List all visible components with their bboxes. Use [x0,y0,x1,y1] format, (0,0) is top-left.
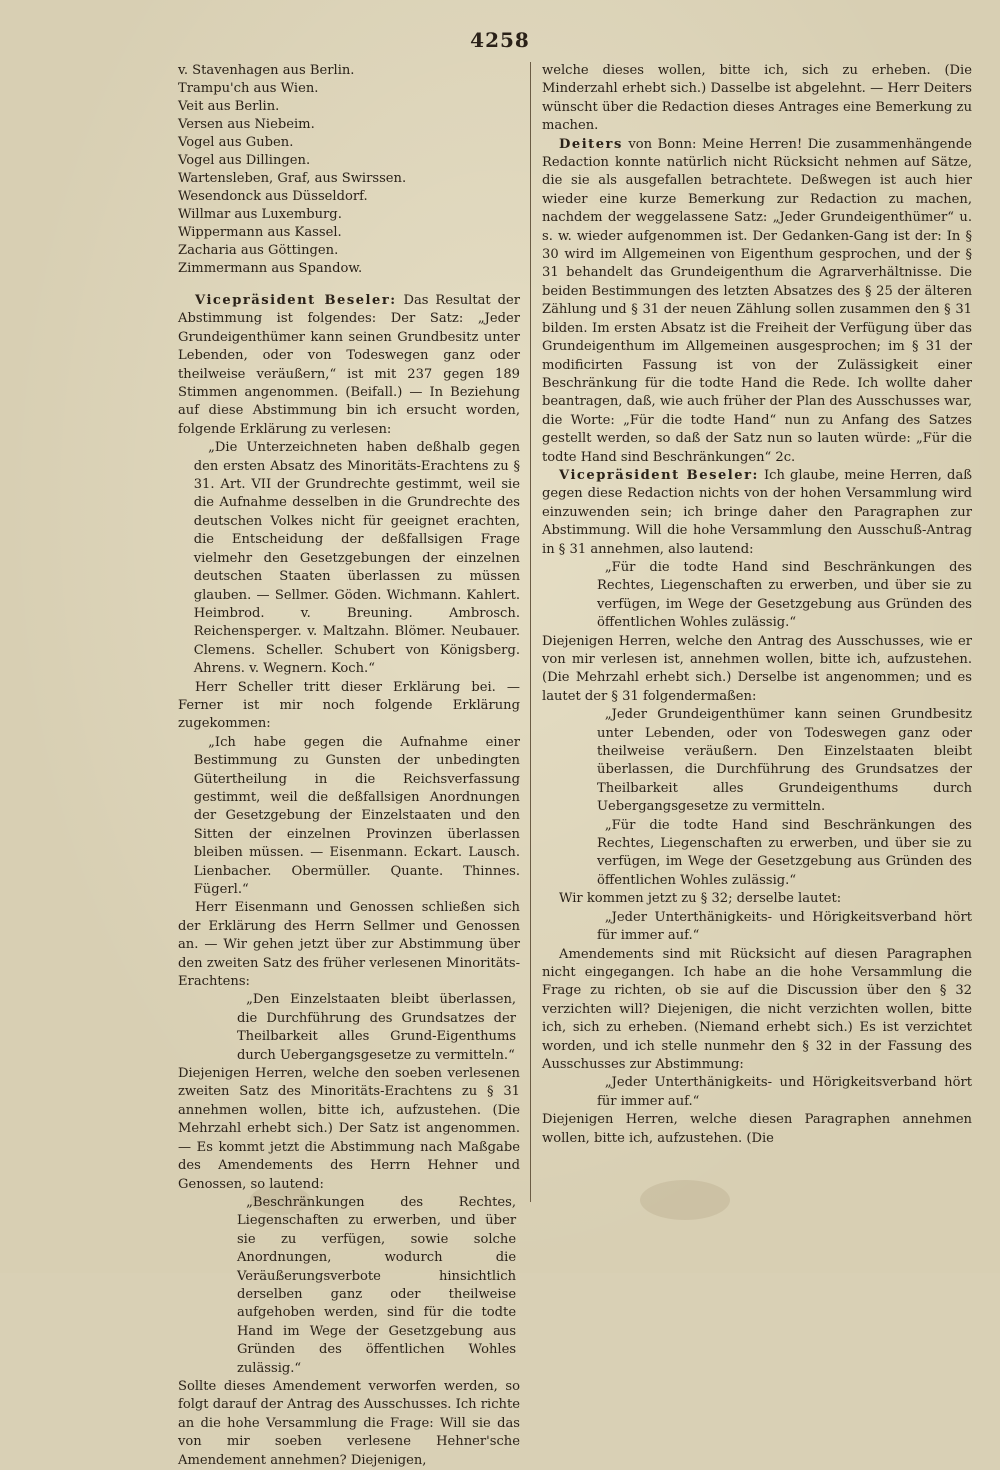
vote-name-list [178,62,520,278]
speaker-name: Vicepräsident Beseler: [195,293,397,308]
paragraph: Diejenigen Herren, welche den soeben verlesenen zweiten Satz des Minoritäts-Erachtens zu § 31 annehmen wollen, bitte ich, aufzustehen. (Die Mehrzahl erhebt sich.) Der Satz ist angenommen. — Es kommt jetzt die Abstimmung nach Maßgabe des Amendements des Herrn Hehner und Genossen, so lautend: [178,1066,520,1192]
list-item: Willmar aus Luxemburg. [178,207,342,222]
paragraph-vote-result [178,292,520,439]
list-item: Zimmermann aus Spandow. [178,261,363,276]
quoted-clause: „Jeder Grundeigenthümer kann seinen Grundbesitz unter Lebenden, oder von Todeswegen ganz oder theilweise veräußern. Den Einzelstaaten bleibt überlassen, die Durchführung des Grundsatzes der Theilbarkeit alles Grundeigenthums durch Uebergangsgesetze zu vermitteln. [597,707,972,815]
paragraph: Herr Eisenmann und Genossen schließen sich der Erklärung des Herrn Sellmer und Genossen an. — Wir gehen jetzt über zur Abstimmung über den zweiten Satz des früher verlesenen Minoritäts-Erachtens: [178,900,520,990]
paragraph: Diejenigen Herren, welche diesen Paragraphen annehmen wollen, bitte ich, aufzustehen. (Die [542,1112,972,1146]
list-item: Wartensleben, Graf, aus Swirssen. [178,171,407,186]
quoted-clause: „Für die todte Hand sind Beschränkungen des Rechtes, Liegenschaften zu erwerben, und über sie zu verfügen, im Wege der Gesetzgebung aus Gründen des öffentlichen Wohles zulässig.“ [597,559,972,631]
speaker-name: Vicepräsident Beseler: [559,467,759,483]
paragraph-deiters [542,136,972,467]
paragraph: Amendements sind mit Rücksicht auf diesen Paragraphen nicht eingegangen. Ich habe an die hohe Versammlung die Frage zu richten, ob sie auf die Discussion über den § 32 verzichten will? Diejenigen, die nicht verzichten wollen, bitte ich, sich zu erheben. (Niemand erhebt sich.) Es ist verzichtet worden, und ich stelle nunmehr den § 32 in der Fassung des Ausschusses zur Abstimmung: [542,946,972,1072]
right-column [542,62,972,1148]
list-item: Versen aus Niebeim. [178,117,315,132]
paragraph-text: Ich glaube, meine Herren, daß gegen diese Redaction nichts von der hohen Versammlung wird einzuwenden sein; ich bringe daher den Paragraphen zur Abstimmung. Will die hohe Versammlung den Ausschuß-Antrag in § 31 annehmen, also lautend: [542,467,972,557]
list-item: Wesendonck aus Düsseldorf. [178,189,368,204]
list-item: Zacharia aus Göttingen. [178,243,339,258]
page-number: 4258 [470,28,530,52]
paragraph: Sollte dieses Amendement verworfen werden, so folgt darauf der Antrag des Ausschusses. Ich richte an die hohe Versammlung die Frage: Will sie das von mir soeben verlesene Hehner'sche Amendement annehmen? Diejenigen, [178,1378,520,1468]
column-divider [530,62,531,1202]
paragraph: Herr Scheller tritt dieser Erklärung bei. — Ferner ist mir noch folgende Erklärung zugekommen: [178,679,520,732]
list-item: Wippermann aus Kassel. [178,225,342,240]
list-item: Veit aus Berlin. [178,99,280,114]
paragraph: welche dieses wollen, bitte ich, sich zu erheben. (Die Minderzahl erhebt sich.) Dasselbe ist abgelehnt. — Herr Deiters wünscht über die Redaction dieses Antrages eine Bemerkung zu machen. [542,63,972,134]
paragraph: Wir kommen jetzt zu § 32; derselbe lautet: [559,891,842,907]
speaker-name: Deiters [559,136,623,152]
quoted-declaration: „Die Unterzeichneten haben deßhalb gegen den ersten Absatz des Minoritäts-Erachtens zu § 31. Art. VII der Grundrechte gestimmt, weil sie die Aufnahme desselben in die Grundrechte des deutschen Volkes nicht für geeignet erachten, die Entscheidung der deßfallsigen Frage vielmehr den Gesetzgebungen der einzelnen deutschen Staaten überlassen zu müssen glauben. — Sellmer. Göden. Wichmann. Kahlert. Heimbrod. v. Breuning. Ambrosch. Reichensperger. v. Maltzahn. Blömer. Neubauer. Clemens. Scheller. Schubert von Königsberg. Ahrens. v. Wegnern. Koch.“ [193,440,520,677]
list-item: Trampu'ch aus Wien. [178,81,319,96]
paragraph-text: Das Resultat der Abstimmung ist folgendes: Der Satz: „Jeder Grundeigenthümer kann seinen Grundbesitz unter Lebenden, oder von Todeswegen ganz oder theilweise veräußern,“ ist mit 237 gegen 189 Stimmen angenommen. (Beifall.) — In Beziehung auf diese Abstimmung bin ich ersucht worden, folgende Erklärung zu verlesen: [178,293,520,437]
list-item: Vogel aus Guben. [178,135,294,150]
quoted-clause: „Jeder Unterthänigkeits- und Hörigkeitsverband hört für immer auf.“ [597,909,972,944]
paragraph-beseler [542,467,972,559]
quoted-clause: „Jeder Unterthänigkeits- und Hörigkeitsverband hört für immer auf.“ [597,1075,972,1109]
quoted-declaration: „Ich habe gegen die Aufnahme einer Bestimmung zu Gunsten der unbedingten Gütertheilung in die Reichsverfassung gestimmt, weil die deßfallsigen Anordnungen der Gesetzgebung der Einzelstaaten und den Sitten der einzelnen Provinzen überlassen bleiben müssen. — Eisenmann. Eckart. Lausch. Lienbacher. Obermüller. Quante. Thinnes. Fügerl.“ [193,734,520,897]
quoted-clause: „Für die todte Hand sind Beschränkungen des Rechtes, Liegenschaften zu erwerben, und über sie zu verfügen, im Wege der Gesetzgebung aus Gründen des öffentlichen Wohles zulässig.“ [597,817,972,888]
paragraph: Diejenigen Herren, welche den Antrag des Ausschusses, wie er von mir verlesen ist, annehmen wollen, bitte ich, aufzustehen. (Die Mehrzahl erhebt sich.) Derselbe ist angenommen; und es lautet der § 31 folgendermaßen: [542,633,972,704]
quoted-clause: „Den Einzelstaaten bleibt überlassen, die Durchführung des Grundsatzes der Theilbarkeit alles Grund-Eigenthums durch Uebergangsgesetze zu vermitteln.“ [236,992,517,1063]
paragraph-text: von Bonn: Meine Herren! Die zusammenhängende Redaction konnte natürlich nicht Rücksicht nehmen auf Sätze, die sie als ausgefallen betrachtete. Deßwegen ist auch hier wieder eine kurze Bemerkung zur Redaction zu machen, nachdem der weggelassene Satz: „Jeder Grundeigenthümer“ u. s. w. wieder aufgenommen ist. Der Gedanken-Gang ist der: In § 30 wird im Allgemeinen von Eigenthum gesprochen, und der § 31 behandelt das Grundeigenthum die Agrarverhältnisse. Die beiden Bestimmungen des letzten Absatzes des § 25 der älteren Zählung und § 31 der neuen Zählung sollen zusammen den § 31 bilden. Im ersten Absatz ist die Freiheit der Verfügung über das Grundeigenthum im Allgemeinen ausgesprochen; im § 31 der modificirten Fassung ist von der Zulässigkeit einer Beschränkung für die todte Hand die Rede. Ich wollte daher beantragen, daß, wie auch früher der Plan des Ausschusses war, die Worte: „Für die todte Hand“ nun zu Anfang des Satzes gestellt werden, so daß der Satz nun so lauten würde: „Für die todte Hand sind Beschränkungen“ 2c. [542,136,973,465]
paper-stain [640,1180,730,1220]
list-item: Vogel aus Dillingen. [178,153,311,168]
left-column [178,62,520,1470]
list-item: v. Stavenhagen aus Berlin. [178,63,355,78]
quoted-amendment: „Beschränkungen des Rechtes, Liegenschaften zu erwerben, und über sie zu verfügen, sowie solche Anordnungen, wodurch die Veräußerungsverbote hinsichtlich derselben ganz oder theilweise aufgehoben werden, sind für die todte Hand im Wege der Gesetzgebung aus Gründen des öffentlichen Wohles zulässig.“ [236,1194,517,1376]
